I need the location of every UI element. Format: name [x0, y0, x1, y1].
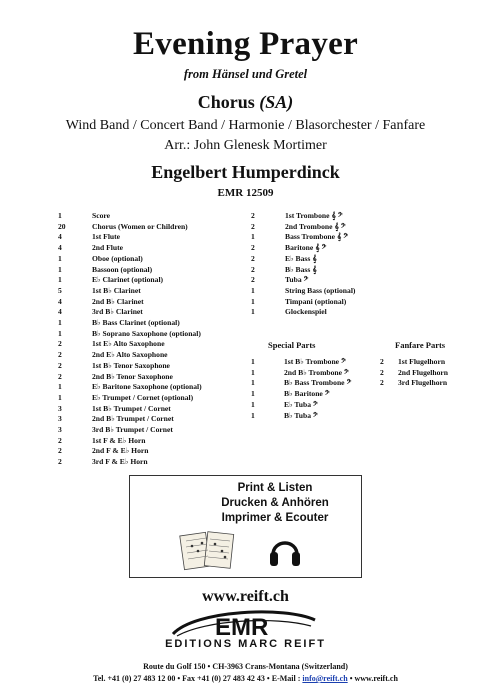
part-quantity: 4: [58, 232, 62, 242]
part-quantity: 1: [251, 410, 255, 420]
part-name: B♭ Bass Clarinet (optional): [92, 318, 180, 328]
part-quantity: 1: [251, 357, 255, 366]
part-name: B♭ Bass 𝄞: [285, 264, 317, 274]
part-quantity: 5: [58, 285, 62, 295]
part-row: [251, 222, 355, 233]
promo-line-english: Print & Listen: [237, 482, 313, 494]
part-row: [251, 232, 355, 243]
part-name: 3rd Flugelhorn: [398, 378, 448, 388]
part-name: 3rd B♭ Clarinet: [92, 307, 143, 317]
part-name: B♭ Bass Trombone 𝄢: [284, 378, 352, 388]
parts-list-woodwinds-brass: [58, 211, 202, 468]
part-row: [58, 243, 202, 254]
part-row: [380, 368, 448, 379]
catalog-number: EMR 12509: [217, 187, 274, 199]
part-row: [58, 361, 202, 372]
part-name: E♭ Tuba 𝄢: [284, 399, 318, 409]
part-name: 1st B♭ Tenor Saxophone: [92, 360, 170, 370]
publisher-contact: [0, 674, 491, 683]
part-name: 1st B♭ Trombone 𝄢: [284, 357, 346, 366]
part-quantity: 2: [58, 339, 62, 349]
part-row: [58, 265, 202, 276]
part-quantity: 3: [58, 414, 62, 424]
part-row: [58, 436, 202, 447]
part-name: 2nd B♭ Clarinet: [92, 296, 144, 306]
part-row: [58, 318, 202, 329]
part-row: [380, 357, 448, 368]
emr-logo: [165, 606, 325, 640]
part-quantity: 1: [58, 318, 62, 328]
part-name: 2nd B♭ Trumpet / Cornet: [92, 414, 174, 424]
part-quantity: 2: [251, 211, 255, 220]
part-name: Timpani (optional): [285, 296, 347, 306]
part-quantity: 2: [58, 435, 62, 445]
part-quantity: 2: [58, 371, 62, 381]
part-row: [58, 297, 202, 308]
part-row: [58, 329, 202, 340]
part-row: [380, 378, 448, 389]
part-name: Bass Trombone 𝄞 𝄢: [285, 232, 349, 242]
part-quantity: 4: [58, 307, 62, 317]
parts-list-low-brass-percussion: [251, 211, 355, 318]
sheet-music-icon: [178, 531, 240, 571]
part-row: [58, 393, 202, 404]
part-name: 1st Flugelhorn: [398, 357, 446, 366]
part-row: [58, 372, 202, 383]
part-quantity: 1: [58, 211, 62, 220]
part-quantity: 4: [58, 296, 62, 306]
part-row: [58, 457, 202, 468]
part-quantity: 1: [251, 367, 255, 377]
part-name: 3rd B♭ Trumpet / Cornet: [92, 425, 173, 435]
part-row: [251, 307, 355, 318]
part-row: [58, 339, 202, 350]
part-row: [58, 254, 202, 265]
composer-name: Engelbert Humperdinck: [151, 162, 340, 182]
part-quantity: 2: [251, 243, 255, 253]
part-name: 2nd E♭ Alto Saxophone: [92, 350, 168, 360]
part-quantity: 2: [380, 367, 384, 377]
arranger-line: Arr.: John Glenesk Mortimer: [164, 138, 327, 153]
part-name: 2nd Flute: [92, 243, 124, 253]
part-row: [251, 286, 355, 297]
part-row: [58, 286, 202, 297]
part-row: [58, 275, 202, 286]
part-quantity: 1: [251, 389, 255, 399]
part-name: String Bass (optional): [285, 285, 356, 295]
part-name: 2nd B♭ Trombone 𝄢: [284, 367, 349, 377]
page-title: Evening Prayer: [132, 26, 359, 62]
part-row: [251, 254, 355, 265]
part-row: [251, 400, 351, 411]
part-row: [58, 446, 202, 457]
part-row: [58, 414, 202, 425]
part-quantity: 1: [58, 253, 62, 263]
part-name: 1st B♭ Clarinet: [92, 285, 141, 295]
part-quantity: 1: [251, 399, 255, 409]
part-quantity: 2: [251, 221, 255, 231]
part-name: E♭ Clarinet (optional): [92, 275, 164, 285]
part-name: 1st B♭ Trumpet / Cornet: [92, 403, 171, 413]
special-parts-heading: Special Parts: [268, 340, 316, 350]
part-name: 1st E♭ Alto Saxophone: [92, 339, 165, 349]
part-quantity: 1: [58, 264, 62, 274]
part-row: [58, 232, 202, 243]
part-quantity: 3: [58, 403, 62, 413]
part-quantity: 4: [58, 243, 62, 253]
chorus-voices: (SA): [259, 92, 294, 112]
part-row: [251, 275, 355, 286]
part-quantity: 2: [58, 350, 62, 360]
part-row: [251, 211, 355, 222]
part-name: 2nd F & E♭ Horn: [92, 446, 149, 456]
publisher-address: Route du Golf 150 • CH-3963 Crans-Montana (Switzerland): [143, 662, 348, 671]
part-quantity: 1: [58, 275, 62, 285]
part-row: [251, 378, 351, 389]
contact-website[interactable]: • www.reift.ch: [347, 674, 398, 683]
part-row: [251, 297, 355, 308]
part-quantity: 1: [251, 285, 255, 295]
part-row: [251, 357, 351, 368]
part-name: B♭ Tuba 𝄢: [284, 410, 318, 420]
part-name: Glockenspiel: [285, 307, 327, 317]
part-row: [58, 222, 202, 233]
website-link[interactable]: www.reift.ch: [202, 588, 289, 605]
subtitle: from Hänsel und Gretel: [183, 67, 308, 81]
part-quantity: 2: [58, 360, 62, 370]
part-name: 1st Trombone 𝄞 𝄢: [285, 211, 343, 220]
part-quantity: 1: [251, 232, 255, 242]
chorus-line: [0, 92, 491, 113]
part-quantity: 1: [58, 328, 62, 338]
part-row: [251, 411, 351, 422]
part-name: 3rd F & E♭ Horn: [92, 457, 148, 467]
publisher-name: EDITIONS MARC REIFT: [165, 638, 326, 650]
special-parts-list: [251, 357, 351, 421]
logo-text: EMR: [215, 614, 269, 640]
part-row: [58, 307, 202, 318]
part-row: [58, 211, 202, 222]
part-name: Oboe (optional): [92, 253, 143, 263]
part-row: [58, 382, 202, 393]
part-name: B♭ Baritone 𝄢: [284, 389, 330, 399]
promo-line-german: Drucken & Anhören: [221, 497, 329, 509]
part-quantity: 1: [251, 296, 255, 306]
part-quantity: 1: [58, 382, 62, 392]
part-name: B♭ Soprano Saxophone (optional): [92, 328, 201, 338]
part-name: E♭ Trumpet / Cornet (optional): [92, 392, 194, 402]
headphones-icon: [268, 531, 302, 569]
fanfare-parts-list: [380, 357, 448, 389]
part-quantity: 3: [58, 425, 62, 435]
contact-phone-fax: Tel. +41 (0) 27 483 12 00 • Fax +41 (0) 27 483 42 43 • E-Mail :: [93, 674, 303, 683]
part-name: 1st Flute: [92, 232, 121, 242]
part-quantity: 2: [251, 264, 255, 274]
promo-line-french: Imprimer & Ecouter: [221, 512, 329, 524]
part-quantity: 2: [380, 357, 384, 366]
part-quantity: 1: [58, 392, 62, 402]
email-link[interactable]: info@reift.ch: [302, 674, 348, 683]
part-quantity: 2: [251, 275, 255, 285]
part-row: [251, 243, 355, 254]
chorus-label: Chorus: [197, 92, 255, 112]
part-quantity: 2: [251, 253, 255, 263]
part-row: [251, 265, 355, 276]
part-name: 1st F & E♭ Horn: [92, 435, 146, 445]
part-name: 2nd Trombone 𝄞 𝄢: [285, 221, 346, 231]
part-quantity: 2: [58, 457, 62, 467]
part-quantity: 1: [251, 307, 255, 317]
part-quantity: 2: [380, 378, 384, 388]
part-row: [58, 425, 202, 436]
part-quantity: 2: [58, 446, 62, 456]
part-name: E♭ Bass 𝄞: [285, 253, 317, 263]
part-quantity: 1: [251, 378, 255, 388]
part-name: E♭ Baritone Saxophone (optional): [92, 382, 202, 392]
part-name: 2nd B♭ Tenor Saxophone: [92, 371, 173, 381]
part-name: Baritone 𝄞 𝄢: [285, 243, 327, 253]
part-name: 2nd Flugelhorn: [398, 367, 449, 377]
part-name: Chorus (Women or Children): [92, 221, 188, 231]
part-name: Score: [92, 211, 110, 220]
part-row: [58, 404, 202, 415]
scoring-line: Wind Band / Concert Band / Harmonie / Blasorchester / Fanfare: [65, 118, 426, 133]
print-listen-box[interactable]: [129, 475, 362, 578]
part-name: Bassoon (optional): [92, 264, 153, 274]
part-row: [58, 350, 202, 361]
fanfare-parts-heading: Fanfare Parts: [395, 340, 446, 350]
part-quantity: 20: [58, 221, 66, 231]
part-row: [251, 389, 351, 400]
part-name: Tuba 𝄢: [285, 275, 309, 285]
part-row: [251, 368, 351, 379]
